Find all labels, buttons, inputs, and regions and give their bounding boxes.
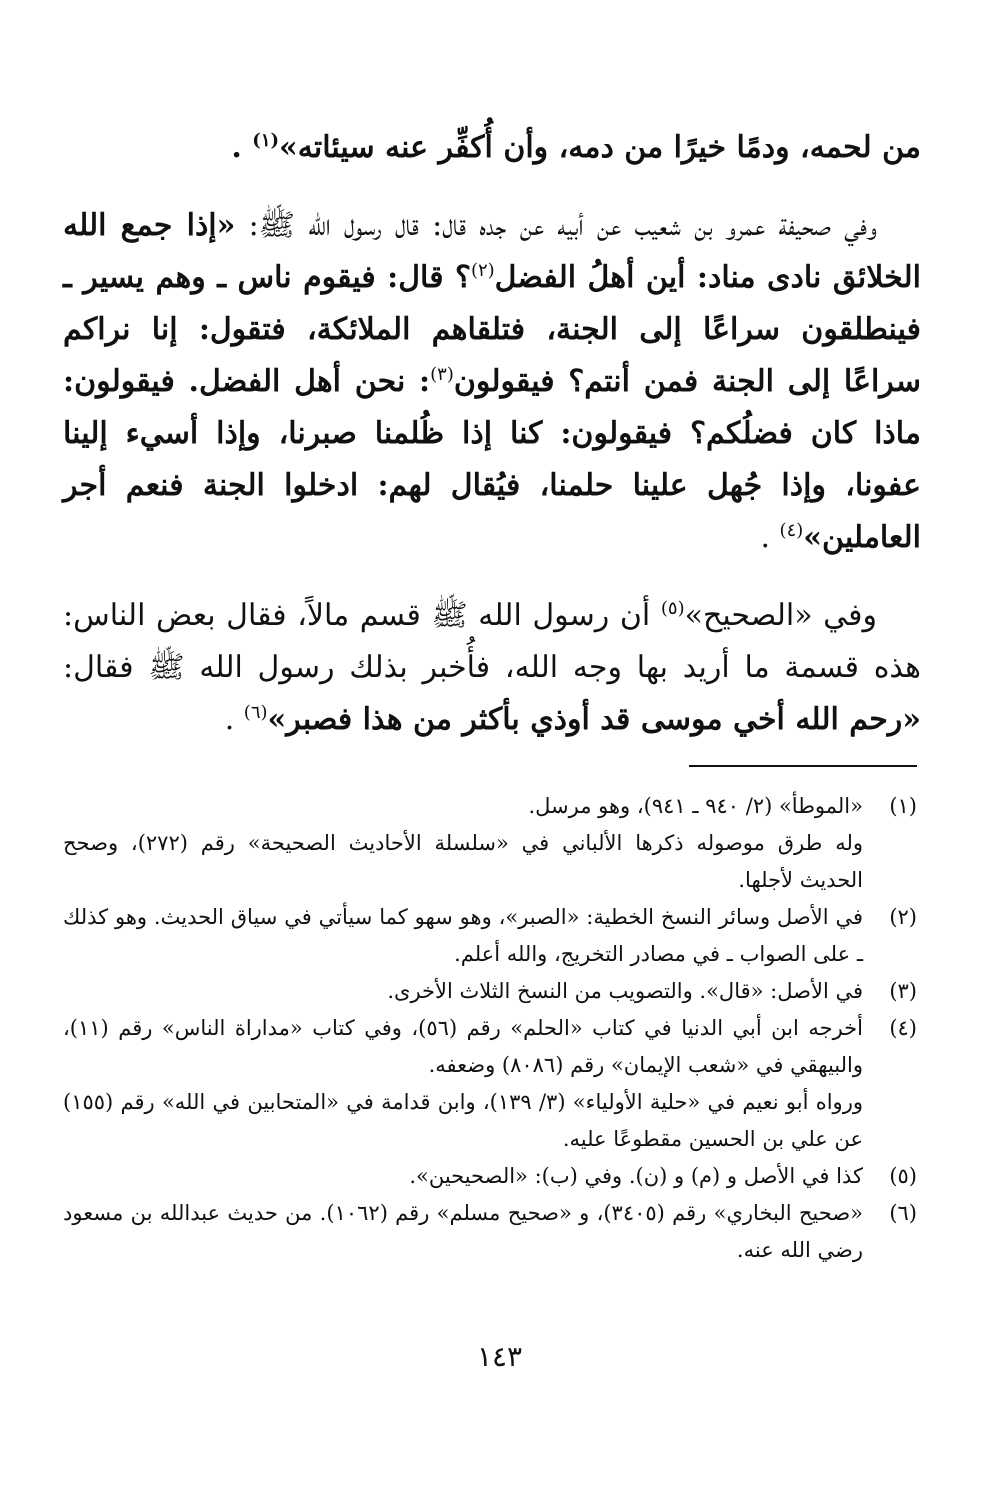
paragraph-2-intro: وفي صحيفة عمرو بن شعيب عن أبيه عن جده قال: قال رسول الله ﷺ: [235,208,878,243]
footnote-number: (٢) [889,905,917,929]
footnote-number: (٣) [889,979,917,1003]
footnote-ref-3: (٣) [430,364,454,385]
footnote-1 [63,788,921,899]
footnote-6 [63,1195,921,1269]
footnote-text: «صحيح البخاري» رقم (٣٤٠٥)، و «صحيح مسلم» رقم (١٠٦٢). من حديث عبدالله بن مسعود رضي الله عنه. [63,1201,863,1262]
footnote-number: (٤) [889,1016,917,1040]
footnote-1-text: «الموطأ» (٢/ ٩٤٠ ـ ٩٤١)، وهو مرسل. [528,794,863,818]
footnote-text: كذا في الأصل و (م) و (ن). وفي (ب): «الصحيحين». [409,1164,863,1188]
footnote-4-text: أخرجه ابن أبي الدنيا في كتاب «الحلم» رقم (٥٦)، وفي كتاب «مداراة الناس» رقم (١١)، والبيهقي في «شعب الإيمان» رقم (٨٠٨٦) وضعفه. [63,1016,863,1077]
footnote-text [63,788,863,899]
footnote-2 [63,899,921,973]
paragraph-3-end: . [224,702,244,737]
hadith-quote-part-1: «إذا جمع الله الخلائق نادى مناد: أين أهلُ الفضل [63,208,921,295]
footnotes [63,788,921,1269]
footnote-ref-6: (٦) [243,702,268,723]
paragraph-1-end: . [231,130,253,165]
footnote-text [63,1010,863,1158]
main-text [63,122,921,746]
footnote-4 [63,1010,921,1158]
footnote-number: (٥) [889,1164,917,1188]
footnote-3 [63,973,921,1010]
footnote-divider [689,765,917,767]
hadith-quote-moses: «رحم الله أخي موسى قد أوذي بأكثر من هذا فصبر» [267,702,921,737]
footnote-number: (٦) [889,1201,917,1225]
footnote-1-continuation: وله طرق موصوله ذكرها الألباني في «سلسلة الأحاديث الصحيحة» رقم (٢٧٢)، وصحح الحديث لأجلها. [63,831,863,892]
footnote-ref-5: (٥) [660,598,685,619]
footnote-text: في الأصل وسائر النسخ الخطية: «الصبر»، وهو سهو كما سيأتي في سياق الحديث. وهو كذلك ـ على الصواب ـ في مصادر التخريج، والله أعلم. [63,905,863,966]
hadith-quote-part-2: ؟ قال: فيقوم ناس ـ وهم يسير ـ فينطلقون سراعًا إلى الجنة، فتلقاهم الملائكة، فتقول: إنا نراكم سراعًا إلى الجنة فمن أنتم؟ فيقولون [63,260,921,399]
page-number: ١٤٣ [476,1340,523,1373]
paragraph-1 [63,122,921,174]
paragraph-3 [63,590,921,746]
paragraph-1-text: من لحمه، ودمًا خيرًا من دمه، وأن أُكفِّر عنه سيئاته» [279,130,921,165]
footnote-4-continuation: ورواه أبو نعيم في «حلية الأولياء» (٣/ ١٣٩)، وابن قدامة في «المتحابين في الله» رقم (١٥٥) عن علي بن الحسين مقطوعًا عليه. [63,1090,863,1151]
footnote-5 [63,1158,921,1195]
paragraph-2 [63,200,921,564]
footnote-ref-1: (١) [252,130,280,151]
paragraph-3-intro: وفي «الصحيح» [684,598,878,633]
footnote-ref-2: (٢) [470,260,495,281]
paragraph-3-body: أن رسول الله ﷺ قسم مالاً، فقال بعض الناس: هذه قسمة ما أريد بها وجه الله، فأُخبر بذلك رسول الله ﷺ فقال: [63,598,921,685]
paragraph-2-end: . [760,520,780,555]
footnote-number: (١) [889,794,917,818]
footnote-ref-4: (٤) [779,520,804,541]
hadith-quote-part-3: : نحن أهل الفضل. فيقولون: ماذا كان فضلُكم؟ فيقولون: كنا إذا ظُلمنا صبرنا، وإذا أسيء إلينا عفونا، وإذا جُهل علينا حلمنا، فيُقال لهم: ادخلوا الجنة فنعم أجر العاملين» [63,364,921,555]
footnote-text: في الأصل: «قال». والتصويب من النسخ الثلاث الأخرى. [387,979,863,1003]
